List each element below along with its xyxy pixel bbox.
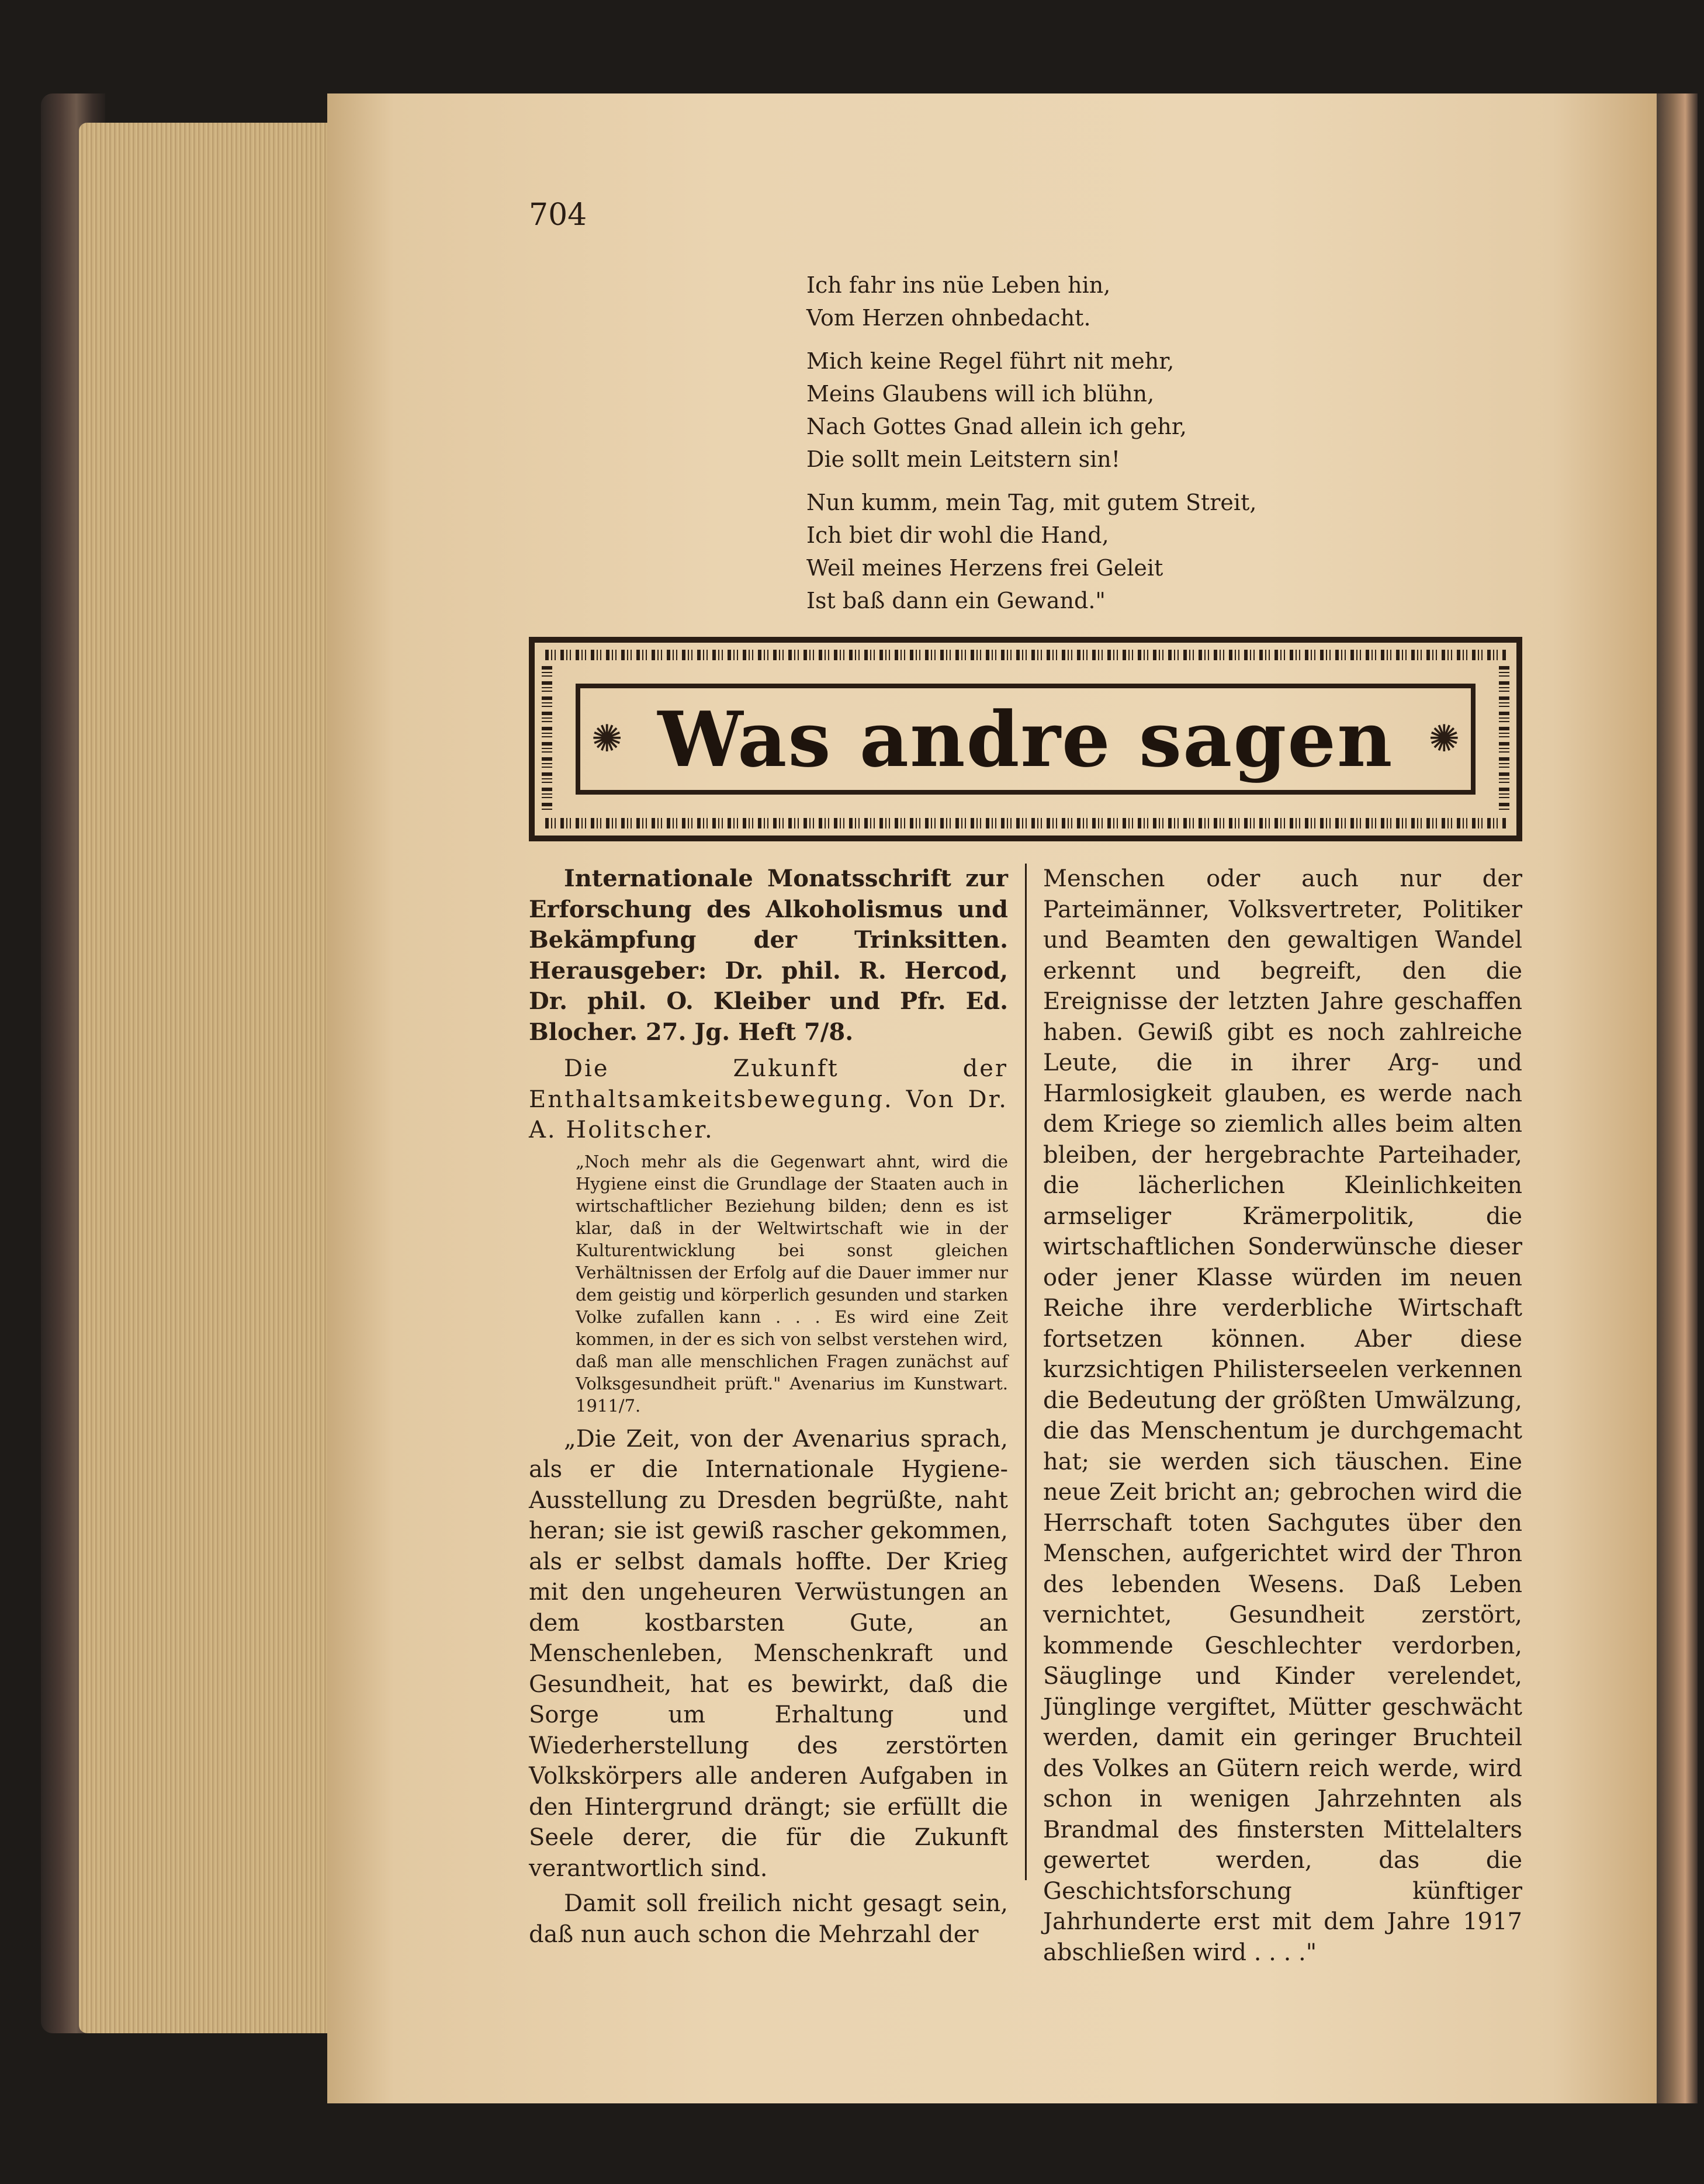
page-number: 704 [529, 197, 587, 233]
poem-line: Die sollt mein Leitstern sin! [806, 446, 1120, 472]
poem-line: Nun kumm, mein Tag, mit gutem Streit, [806, 490, 1257, 515]
paragraph: Menschen oder auch nur der Parteimänner, Volksvertreter, Politiker und Beamten den gewaltigen Wandel erkennt und begreift, den die Ereignisse der letzten Jahre geschaffen haben. Gewiß gibt es noch zahlreiche Leute, die in ihrer Arg- und Harmlosigkeit glauben, es werde nach dem Kriege so ziemlich alles beim alten bleiben, der hergebrachte Parteihader, die lächerlichen Kleinlichkeiten armseliger Krämerpolitik, die wirtschaftlichen Sonderwünsche dieser oder jener Klasse würden im neuen Reiche ihre verderbliche Wirtschaft fortsetzen können. Aber diese kurzsichtigen Philisterseelen verkennen die Bedeutung der größten Umwälzung, die das Menschentum je durchgemacht hat; sie werden sich täuschen. Eine neue Zeit bricht an; gebrochen wird die Herrschaft toten Sachgutes über den Menschen, aufgerichtet wird der Thron des lebenden Wesens. Daß Leben vernichtet, Gesundheit zerstört, kommende Geschlechter verdorben, Säuglinge und Kinder verelendet, Jünglinge vergiftet, Mütter geschwächt werden, damit ein geringer Bruchteil des Volkes an Gütern reich werde, wird schon in wenigen Jahrzehnten als Brandmal des finstersten Mittelalters gewertet werden, das die Geschichtsforschung künftiger Jahrhunderte erst mit dem Jahre 1917 abschließen wird . . . ." [1043, 865, 1522, 1966]
page-edges [79, 123, 336, 2033]
ornament-border [542, 666, 552, 812]
poem-stanza [806, 345, 1391, 476]
poem [806, 269, 1391, 628]
poem-line: Ich biet dir wohl die Hand, [806, 522, 1109, 548]
heading-inner-frame [576, 684, 1476, 795]
poem-line: Nach Gottes Gnad allein ich gehr, [806, 414, 1187, 439]
article-title: Die Zukunft der Enthaltsamkeitsbewegung. Von Dr. A. Holitscher. [529, 1055, 1008, 1143]
poem-line: Vom Herzen ohnbedacht. [806, 305, 1091, 331]
ornament-border [545, 650, 1506, 660]
epigraph-quote: „Noch mehr als die Gegenwart ahnt, wird die Hygiene einst die Grundlage der Staaten auch in wirtschaftlicher Beziehung bilden; denn es ist klar, daß in der Weltwirtschaft wie in der Kulturentwicklung bei sonst gleichen Verhältnissen der Erfolg auf die Dauer immer nur dem geistig und körperlich gesunden und starken Volke zufallen kann . . . Es wird eine Zeit kommen, in der es sich von selbst verstehen wird, daß man alle menschlichen Fragen zunächst auf Volksgesundheit prüft." Avenarius im Kunstwart. 1911/7. [576, 1151, 1008, 1416]
poem-stanza [806, 269, 1391, 334]
poem-line: Mich keine Regel führt nit mehr, [806, 348, 1175, 374]
rosette-icon: ✺ [591, 717, 623, 761]
column-divider [1025, 864, 1027, 1880]
poem-line: Ich fahr ins nüe Leben hin, [806, 272, 1111, 298]
rosette-icon: ✺ [1428, 717, 1460, 761]
book-gutter-right [1657, 93, 1698, 2103]
poem-stanza [806, 486, 1391, 617]
poem-line: Meins Glaubens will ich blühn, [806, 381, 1155, 407]
left-column [529, 864, 1008, 1954]
text-columns [529, 864, 1522, 1966]
right-column [1043, 864, 1522, 1972]
paragraph: „Die Zeit, von der Avenarius sprach, als er die Internationale Hygiene-Ausstellung zu Dresden begrüßte, naht heran; sie ist gewiß rascher gekommen, als er selbst damals hoffte. Der Krieg mit den ungeheuren Verwüstungen an dem kostbarsten Gute, an Menschenleben, Menschenkraft und Gesundheit, hat es bewirkt, daß die Sorge um Erhaltung und Wiederherstellung des zerstörten Volkskörpers alle anderen Aufgaben in den Hintergrund drängt; sie erfüllt die Seele derer, die für die Zukunft verantwortlich sind. [529, 1425, 1008, 1882]
ornament-border [545, 818, 1506, 828]
section-title: Was andre sagen [657, 694, 1394, 784]
poem-line: Weil meines Herzens frei Geleit [806, 555, 1163, 581]
section-heading-frame [529, 637, 1522, 841]
source-citation: Internationale Monatsschrift zur Erforschung des Alkoholismus und Bekämpfung der Trinksitten. Herausgeber: Dr. phil. R. Hercod, Dr. phil. O. Kleiber und Pfr. Ed. Blocher. 27. Jg. Heft 7/8. [529, 865, 1008, 1046]
poem-line: Ist baß dann ein Gewand." [806, 588, 1106, 613]
ornament-border [1499, 666, 1509, 812]
paragraph: Damit soll freilich nicht gesagt sein, daß nun auch schon die Mehrzahl der [529, 1890, 1008, 1948]
